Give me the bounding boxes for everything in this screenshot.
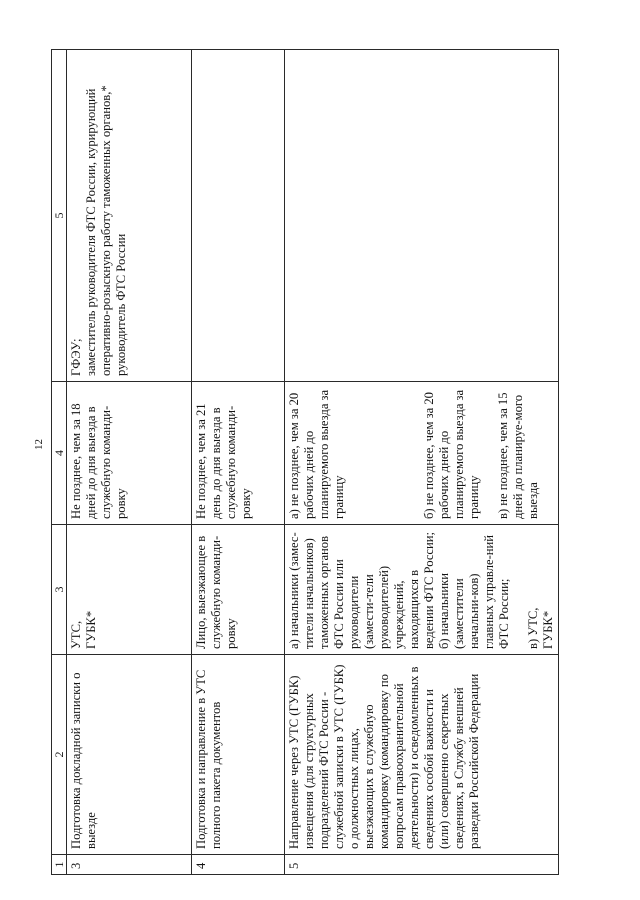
deadline-c: в) не позднее, чем за 15 дней до планируе-мого выезда [496,392,540,519]
page-number: 12 [33,439,45,450]
responsible-a: а) начальники (замес-тители начальников) таможенных органов ФТС России или руководители (замести-тели руководителей) учреждений, находящихся в ведении ФТС России; [287,532,436,649]
row-deadline [285,382,559,525]
row-approver: ГФЭУ; заместитель руководителя ФТС России, курирующий оперативно-розыскную работу таможенных органов,* руководитель ФТС России [67,50,192,382]
deadline-a: а) не позднее, чем за 20 рабочих дней до планируемого выезда за границу [287,389,346,519]
row-responsible [285,525,559,655]
row-responsible: Лицо, выезжающее в служебную команди-ровку [192,525,285,655]
header-col-5: 5 [52,50,67,382]
header-col-2: 2 [52,655,67,855]
row-deadline: Не позднее, чем за 18 дней до дня выезда в служебную команди-ровку [67,382,192,525]
procedure-table [51,49,559,875]
table-row [67,50,192,875]
row-approver [192,50,285,382]
row-approver [285,50,559,382]
responsible-b: б) начальники (заместители начальни-ков) главных управле-ний ФТС России; [437,535,511,649]
responsible-c: в) УТС, ГУБК* [526,607,555,649]
row-action: Подготовка и направление в УТС полного пакета документов [192,655,285,855]
header-col-1: 1 [52,855,67,875]
row-deadline: Не позднее, чем за 21 день до дня выезда в служебную команди-ровку [192,382,285,525]
deadline-b: б) не позднее, чем за 20 рабочих дней до планируемого выезда за границу [422,389,481,519]
row-number: 4 [192,855,285,875]
table-header-row [52,50,67,875]
table-row [285,50,559,875]
header-col-3: 3 [52,525,67,655]
row-action: Подготовка докладной записки о выезде [67,655,192,855]
row-number: 5 [285,855,559,875]
header-col-4: 4 [52,382,67,525]
row-responsible: УТС, ГУБК* [67,525,192,655]
table-row [192,50,285,875]
row-number: 3 [67,855,192,875]
row-action: Направление через УТС (ГУБК) извещения (для структурных подразделений ФТС России - служебной записки в УТС (ГУБК) о должностных лицах, выезжающих в служебную командировку (командировку по вопросам правоохранительной деятельности) и осведомленных в сведениях особой важности и (или) совершенно секретных сведениях, в Службу внешней разведки Российской Федерации [285,655,559,855]
rotated-table-page [51,50,598,875]
